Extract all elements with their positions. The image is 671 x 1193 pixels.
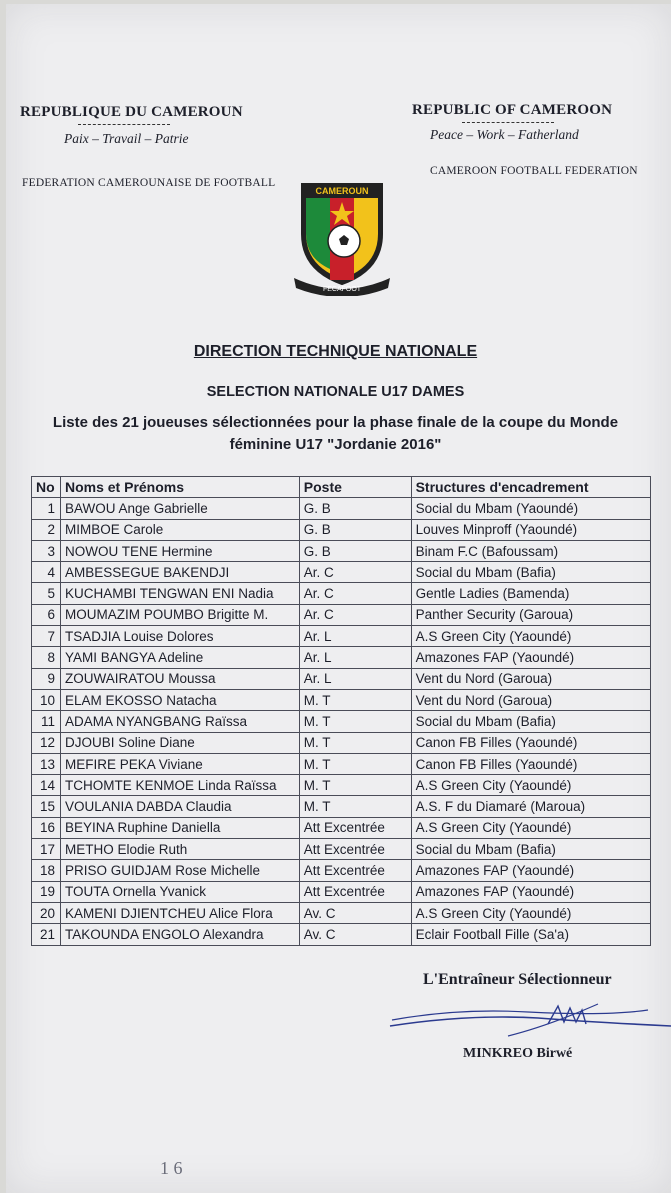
table-row: [32, 902, 651, 923]
cell-position: G. B: [299, 519, 411, 540]
cell-position: Att Excentrée: [299, 817, 411, 838]
cell-club: A.S Green City (Yaoundé): [411, 775, 650, 796]
list-title-line-1: Liste des 21 joueuses sélectionnées pour la phase finale de la coupe du Monde: [52, 414, 619, 431]
cell-position: M. T: [299, 711, 411, 732]
cell-club: Social du Mbam (Bafia): [411, 711, 650, 732]
cell-position: Att Excentrée: [299, 839, 411, 860]
table-row: [32, 562, 651, 583]
selection-title: SELECTION NATIONALE U17 DAMES: [206, 384, 465, 400]
cell-position: G. B: [299, 540, 411, 561]
cell-position: M. T: [299, 732, 411, 753]
table-row: [32, 732, 651, 753]
cell-name: PRISO GUIDJAM Rose Michelle: [60, 860, 299, 881]
cell-club: Canon FB Filles (Yaoundé): [411, 753, 650, 774]
logo-top-text: CAMEROUN: [315, 186, 369, 196]
cell-no: 17: [32, 839, 61, 860]
handwritten-signature: [388, 996, 671, 1046]
cell-name: BEYINA Ruphine Daniella: [60, 817, 299, 838]
table-row: [32, 839, 651, 860]
cell-club: Canon FB Filles (Yaoundé): [411, 732, 650, 753]
cell-name: VOULANIA DABDA Claudia: [60, 796, 299, 817]
cell-club: Panther Security (Garoua): [411, 604, 650, 625]
cell-name: BAWOU Ange Gabrielle: [60, 498, 299, 519]
column-header-name: Noms et Prénoms: [60, 477, 299, 498]
cell-name: AMBESSEGUE BAKENDJI: [60, 562, 299, 583]
cell-club: A.S Green City (Yaoundé): [411, 626, 650, 647]
list-title: [0, 412, 671, 456]
cell-name: ADAMA NYANGBANG Raïssa: [60, 711, 299, 732]
cell-name: ELAM EKOSSO Natacha: [60, 689, 299, 710]
motto-fr: Paix – Travail – Patrie: [64, 131, 189, 146]
table-header-row: [32, 477, 651, 498]
cell-no: 9: [32, 668, 61, 689]
column-header-position: Poste: [299, 477, 411, 498]
cell-club: A.S. F du Diamaré (Maroua): [411, 796, 650, 817]
cell-position: Av. C: [299, 924, 411, 945]
cell-club: Gentle Ladies (Bamenda): [411, 583, 650, 604]
cell-name: MIMBOE Carole: [60, 519, 299, 540]
header-left: [20, 104, 260, 147]
cell-no: 4: [32, 562, 61, 583]
cell-name: DJOUBI Soline Diane: [60, 732, 299, 753]
country-name-fr: REPUBLIQUE DU CAMEROUN: [20, 104, 243, 120]
column-header-no: No: [32, 477, 61, 498]
cell-no: 11: [32, 711, 61, 732]
cell-position: Ar. C: [299, 562, 411, 583]
cell-name: KAMENI DJIENTCHEU Alice Flora: [60, 902, 299, 923]
cell-no: 16: [32, 817, 61, 838]
column-header-club: Structures d'encadrement: [411, 477, 650, 498]
cell-position: Ar. C: [299, 604, 411, 625]
cell-name: TOUTA Ornella Yvanick: [60, 881, 299, 902]
list-title-line-2: féminine U17 "Jordanie 2016": [229, 436, 442, 453]
cell-no: 12: [32, 732, 61, 753]
cell-position: Ar. C: [299, 583, 411, 604]
cell-club: Social du Mbam (Bafia): [411, 562, 650, 583]
table-row: [32, 796, 651, 817]
cell-position: M. T: [299, 689, 411, 710]
table-row: [32, 817, 651, 838]
cell-no: 15: [32, 796, 61, 817]
cell-position: G. B: [299, 498, 411, 519]
logo-bottom-text: FECAFOOT: [322, 286, 362, 293]
table-row: [32, 668, 651, 689]
cell-position: M. T: [299, 775, 411, 796]
cell-club: Louves Minproff (Yaoundé): [411, 519, 650, 540]
cell-club: Eclair Football Fille (Sa'a): [411, 924, 650, 945]
table-row: [32, 583, 651, 604]
cell-no: 20: [32, 902, 61, 923]
divider: [78, 124, 170, 125]
table-row: [32, 924, 651, 945]
cell-no: 10: [32, 689, 61, 710]
cell-no: 14: [32, 775, 61, 796]
cell-no: 8: [32, 647, 61, 668]
cell-name: MEFIRE PEKA Viviane: [60, 753, 299, 774]
players-table-body: [32, 498, 651, 945]
cell-no: 5: [32, 583, 61, 604]
cell-club: Amazones FAP (Yaoundé): [411, 860, 650, 881]
cell-club: Vent du Nord (Garoua): [411, 689, 650, 710]
cell-club: Vent du Nord (Garoua): [411, 668, 650, 689]
header-right: [412, 102, 662, 143]
cell-position: Av. C: [299, 902, 411, 923]
cell-name: KUCHAMBI TENGWAN ENI Nadia: [60, 583, 299, 604]
country-name-en: REPUBLIC OF CAMEROON: [412, 102, 613, 118]
coach-name: MINKREO Birwé: [463, 1046, 573, 1061]
cell-name: MOUMAZIM POUMBO Brigitte M.: [60, 604, 299, 625]
cell-position: Ar. L: [299, 626, 411, 647]
cell-name: YAMI BANGYA Adeline: [60, 647, 299, 668]
table-row: [32, 860, 651, 881]
cell-position: Att Excentrée: [299, 881, 411, 902]
table-row: [32, 881, 651, 902]
table-row: [32, 775, 651, 796]
footer-handwriting: 1 6: [160, 1158, 183, 1178]
direction-title: DIRECTION TECHNIQUE NATIONALE: [193, 343, 478, 360]
fecafoot-logo: [292, 178, 392, 296]
cell-club: Amazones FAP (Yaoundé): [411, 881, 650, 902]
cell-club: A.S Green City (Yaoundé): [411, 817, 650, 838]
cell-no: 21: [32, 924, 61, 945]
cell-club: Social du Mbam (Bafia): [411, 839, 650, 860]
cell-name: TAKOUNDA ENGOLO Alexandra: [60, 924, 299, 945]
coach-role: L'Entraîneur Sélectionneur: [423, 971, 612, 988]
federation-name-en: CAMEROON FOOTBALL FEDERATION: [430, 165, 638, 177]
cell-club: Social du Mbam (Yaoundé): [411, 498, 650, 519]
cell-no: 3: [32, 540, 61, 561]
cell-no: 6: [32, 604, 61, 625]
table-row: [32, 604, 651, 625]
cell-no: 2: [32, 519, 61, 540]
cell-position: Ar. L: [299, 668, 411, 689]
cell-position: M. T: [299, 796, 411, 817]
cell-no: 13: [32, 753, 61, 774]
cell-club: Binam F.C (Bafoussam): [411, 540, 650, 561]
cell-club: A.S Green City (Yaoundé): [411, 902, 650, 923]
cell-no: 7: [32, 626, 61, 647]
federation-name-fr: FEDERATION CAMEROUNAISE DE FOOTBALL: [22, 177, 276, 189]
cell-name: TSADJIA Louise Dolores: [60, 626, 299, 647]
players-table: [31, 476, 651, 946]
table-row: [32, 711, 651, 732]
table-row: [32, 626, 651, 647]
cell-no: 19: [32, 881, 61, 902]
cell-name: NOWOU TENE Hermine: [60, 540, 299, 561]
divider: [462, 122, 554, 123]
cell-position: Ar. L: [299, 647, 411, 668]
motto-en: Peace – Work – Fatherland: [430, 127, 579, 142]
table-row: [32, 519, 651, 540]
table-row: [32, 647, 651, 668]
cell-name: ZOUWAIRATOU Moussa: [60, 668, 299, 689]
cell-club: Amazones FAP (Yaoundé): [411, 647, 650, 668]
cell-name: METHO Elodie Ruth: [60, 839, 299, 860]
cell-no: 18: [32, 860, 61, 881]
cell-no: 1: [32, 498, 61, 519]
cell-position: M. T: [299, 753, 411, 774]
cell-name: TCHOMTE KENMOE Linda Raïssa: [60, 775, 299, 796]
table-row: [32, 753, 651, 774]
cell-position: Att Excentrée: [299, 860, 411, 881]
table-row: [32, 498, 651, 519]
table-row: [32, 689, 651, 710]
table-row: [32, 540, 651, 561]
